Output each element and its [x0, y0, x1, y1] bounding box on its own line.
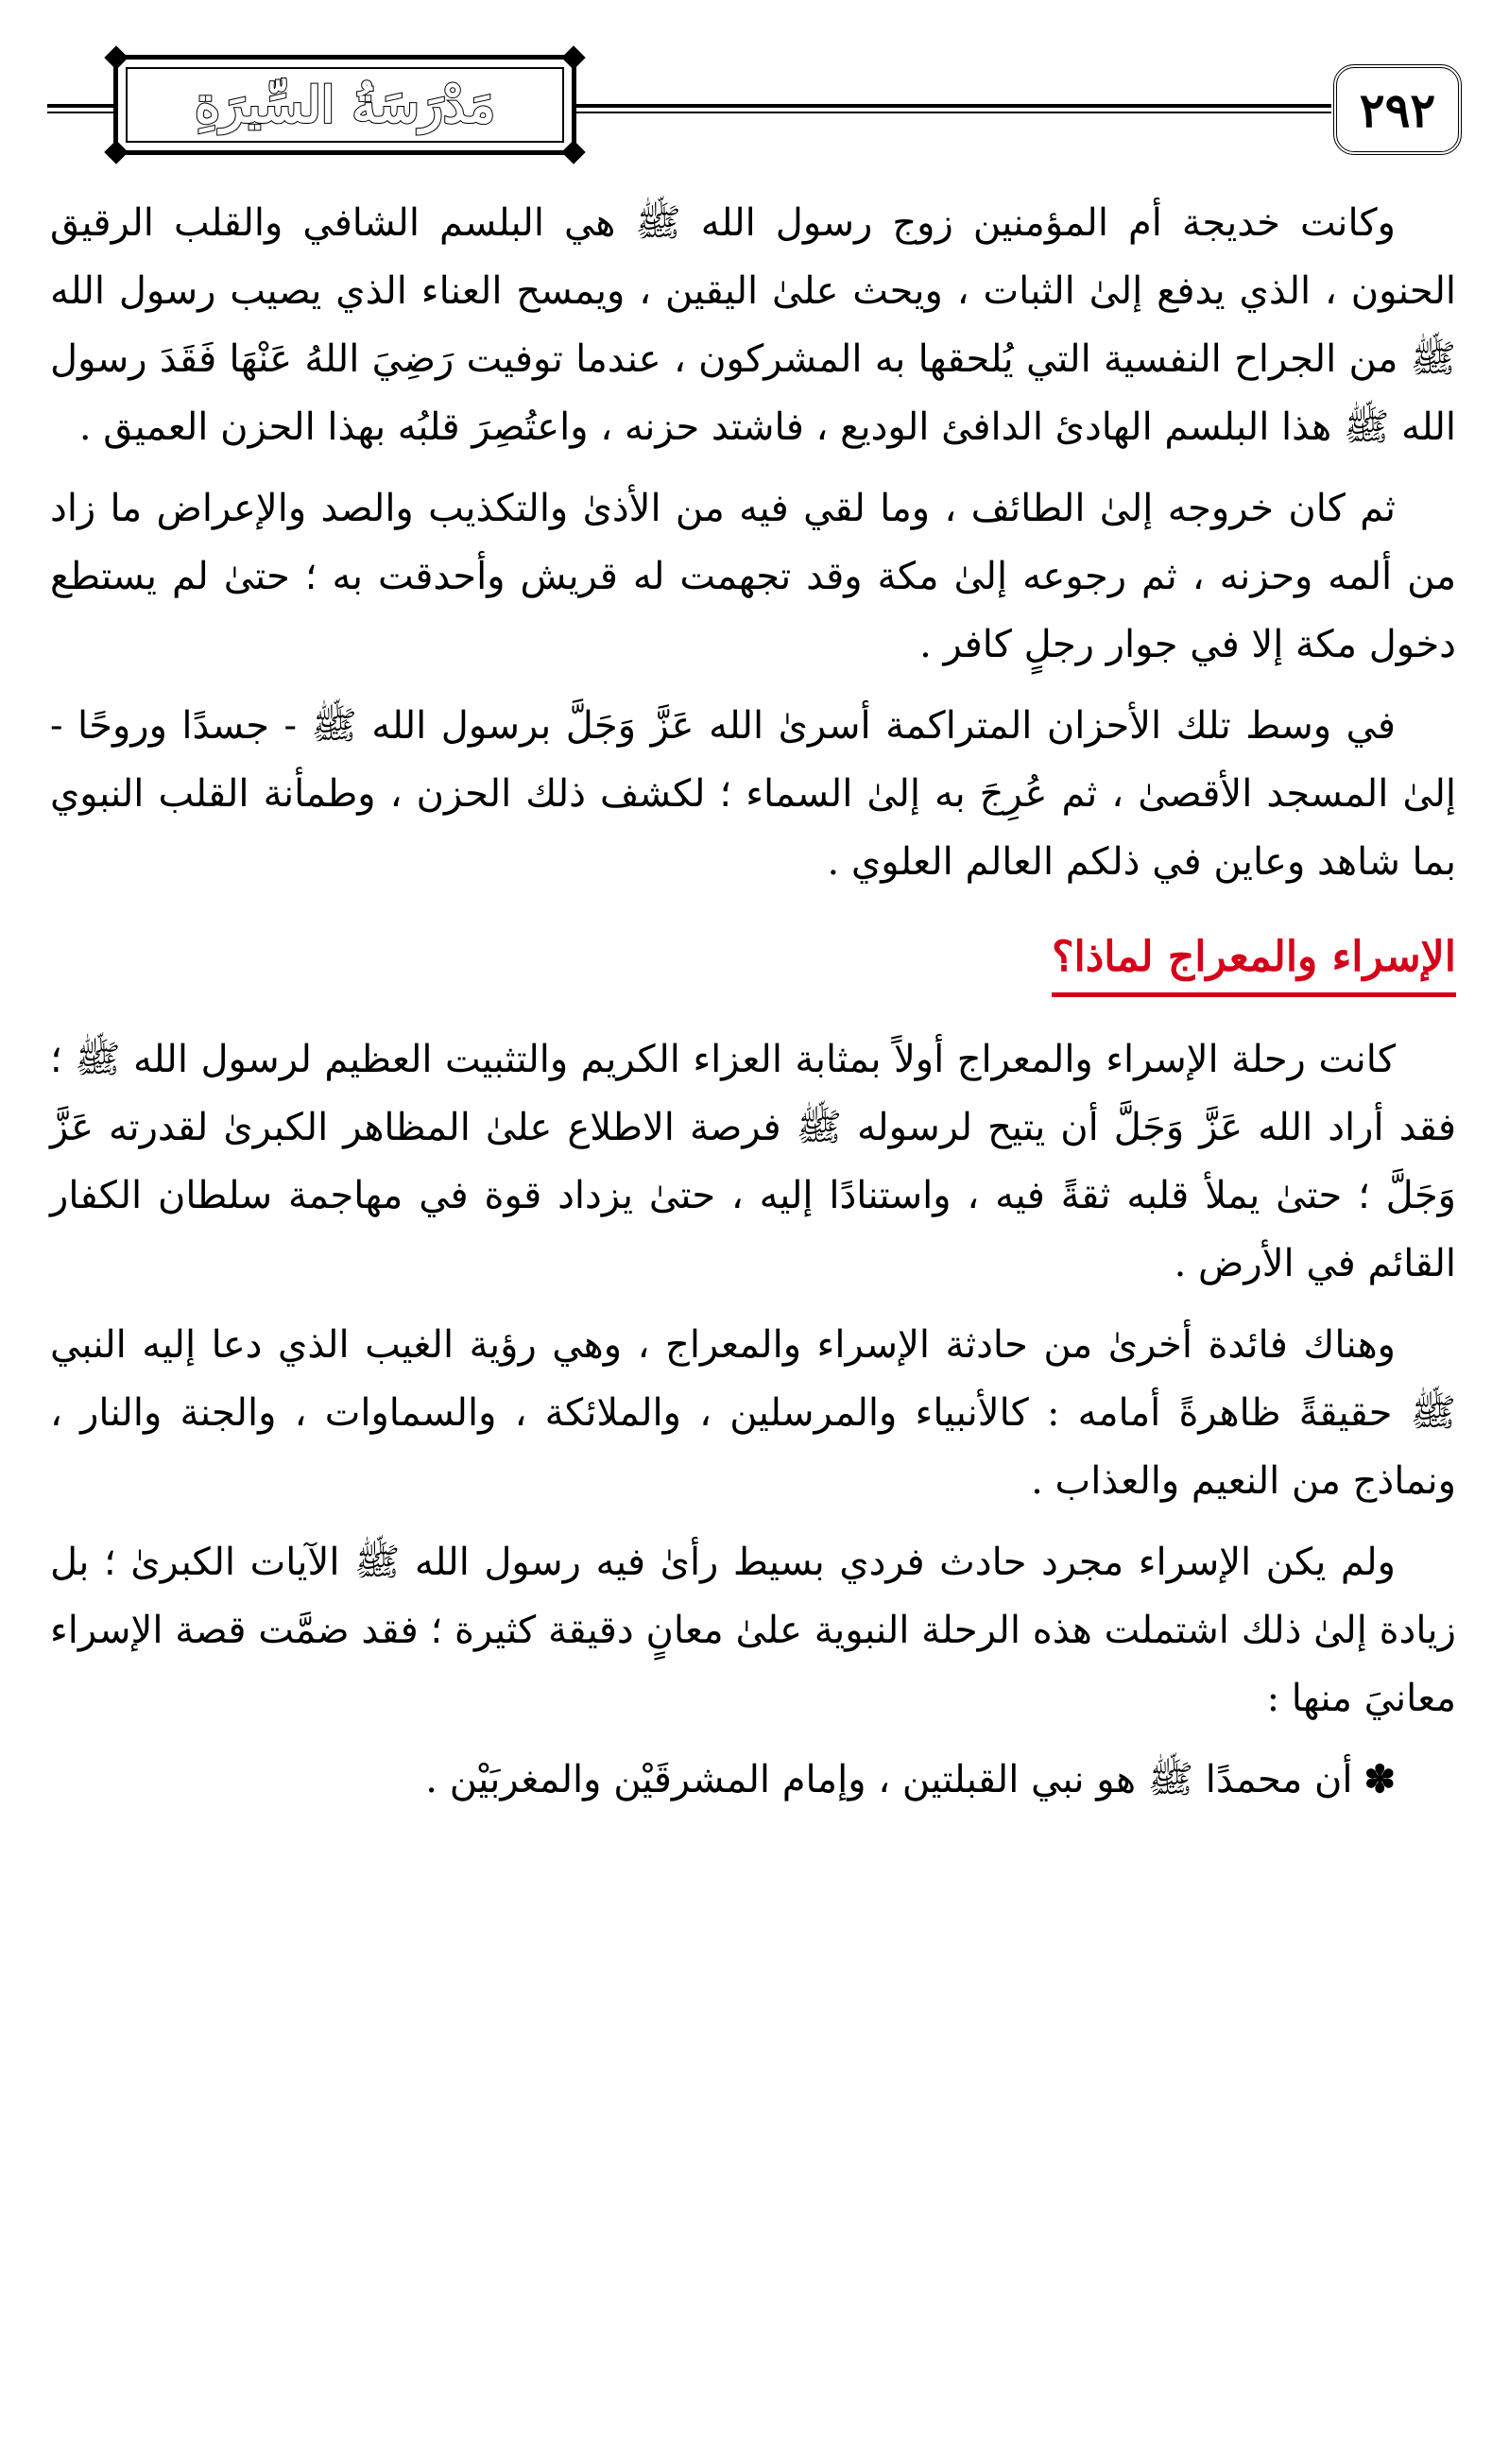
frame-corner-ornament — [104, 45, 128, 69]
header-rule-middle — [576, 104, 1331, 113]
paragraph: وهناك فائدة أخرىٰ من حادثة الإسراء والمعراج ، وهي رؤية الغيب الذي دعا إليه النبي ﷺ حقيقةً ظاهرةً أمامه : كالأنبياء والمرسلين ، والملائكة ، والسماوات ، والجنة والنار ، ونماذج من النعيم والعذاب . — [50, 1323, 1456, 1503]
page-header — [47, 55, 1462, 159]
paragraph: كانت رحلة الإسراء والمعراج أولاً بمثابة العزاء الكريم والتثبيت العظيم لرسول الله ﷺ ؛ فقد أراد الله عَزَّ وَجَلَّ أن يتيح لرسوله ﷺ فرصة الاطلاع علىٰ المظاهر الكبرىٰ لقدرته عَزَّ وَجَلَّ ؛ حتىٰ يملأ قلبه ثقةً فيه ، واستنادًا إليه ، حتىٰ يزداد قوة في مهاجمة سلطان الكفار القائم في الأرض . — [50, 1038, 1456, 1285]
header-rule-left — [47, 104, 113, 113]
page-number: ٢٩٢ — [1333, 64, 1462, 155]
frame-corner-ornament — [561, 45, 585, 69]
section-subheading: الإسراء والمعراج لماذا؟ — [1052, 926, 1456, 997]
paragraph: وكانت خديجة أم المؤمنين زوج رسول الله ﷺ هي البلسم الشافي والقلب الرقيق الحنون ، الذي يدفع إلىٰ الثبات ، ويحث علىٰ اليقين ، ويمسح العناء الذي يصيب رسول الله ﷺ من الجراح النفسية التي يُلحقها به المشركون ، عندما توفيت رَضِيَ اللهُ عَنْهَا فَقَدَ رسول الله ﷺ هذا البلسم الهادئ الدافئ الوديع ، فاشتد حزنه ، واعتُصِرَ قلبُه بهذا الحزن العميق . — [50, 201, 1456, 449]
paragraph: في وسط تلك الأحزان المتراكمة أسرىٰ الله عَزَّ وَجَلَّ برسول الله ﷺ - جسدًا وروحًا - إلىٰ المسجد الأقصىٰ ، ثم عُرِجَ به إلىٰ السماء ؛ لكشف ذلك الحزن ، وطمأنة القلب النبوي بما شاهد وعاين في ذلكم العالم العلوي . — [50, 704, 1456, 884]
paragraph: ولم يكن الإسراء مجرد حادث فردي بسيط رأىٰ فيه رسول الله ﷺ الآيات الكبرىٰ ؛ بل زيادة إلىٰ ذلك اشتملت هذه الرحلة النبوية علىٰ معانٍ دقيقة كثيرة ؛ فقد ضمَّت قصة الإسراء معانيَ منها : — [50, 1541, 1456, 1720]
paragraph: ثم كان خروجه إلىٰ الطائف ، وما لقي فيه من الأذىٰ والتكذيب والصد والإعراض ما زاد من ألمه وحزنه ، ثم رجوعه إلىٰ مكة وقد تجهمت له قريش وأحدقت به ؛ حتىٰ لم يستطع دخول مكة إلا في جوار رجلٍ كافر . — [50, 487, 1456, 666]
page-body — [50, 189, 1456, 1827]
frame-corner-ornament — [104, 140, 128, 164]
running-title-frame — [113, 55, 576, 155]
flower-bullet-icon: ✽ — [1363, 1757, 1396, 1801]
frame-corner-ornament — [561, 140, 585, 164]
bullet-text: أن محمدًا ﷺ هو نبي القبلتين ، وإمام المشرقَيْن والمغربَيْن . — [425, 1758, 1353, 1801]
bullet-item — [50, 1746, 1456, 1814]
subheading-wrapper — [50, 909, 1456, 1025]
running-title: مَدْرَسَةُ السِّيرَةِ — [194, 76, 496, 134]
